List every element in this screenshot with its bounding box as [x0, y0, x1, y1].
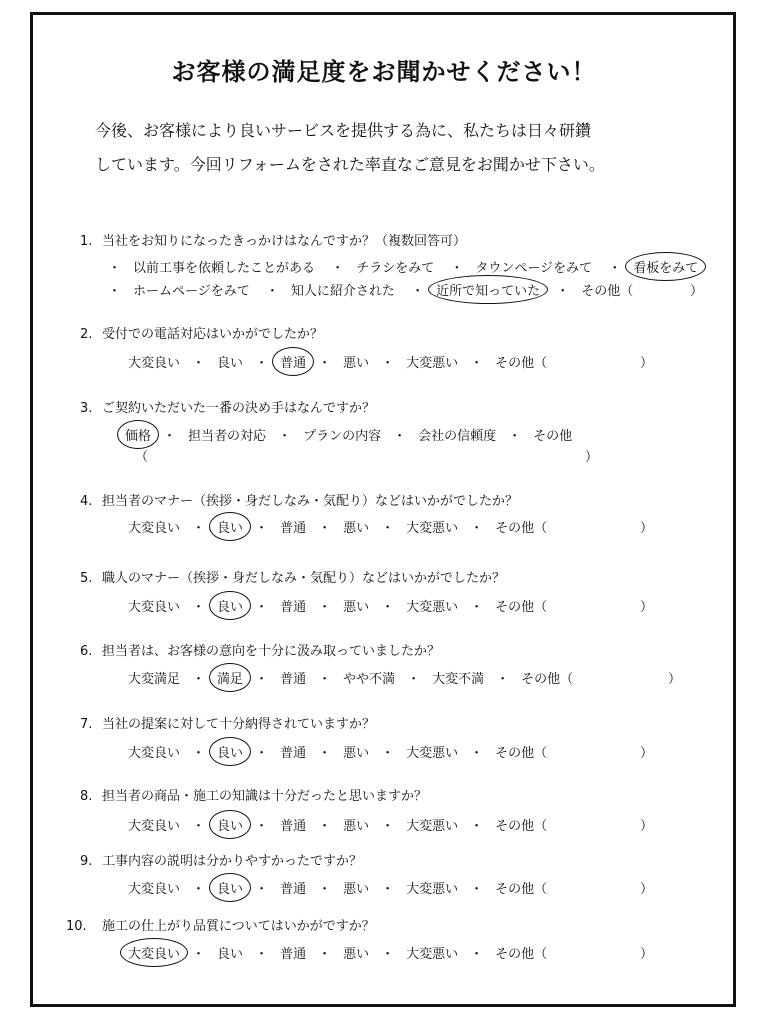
- separator: ・: [318, 672, 332, 687]
- separator: ・: [255, 819, 269, 834]
- option-very-bad[interactable]: 大変悪い: [406, 521, 459, 536]
- option-very-good[interactable]: 大変良い: [128, 600, 181, 615]
- option-very-bad[interactable]: 大変悪い: [406, 356, 459, 371]
- question-9: [80, 850, 362, 869]
- separator: ・: [381, 600, 395, 615]
- question-4-options: [125, 517, 550, 536]
- question-8: [80, 785, 427, 804]
- option-bad[interactable]: 悪い: [343, 356, 370, 371]
- separator: ・: [393, 429, 407, 444]
- separator: ・: [108, 284, 122, 299]
- question-number: 6.: [80, 644, 93, 659]
- separator: ・: [255, 600, 269, 615]
- separator: ・: [318, 356, 332, 371]
- separator: ・: [255, 746, 269, 761]
- question-text: 工事内容の説明は分かりやすかったですか？: [102, 854, 363, 869]
- option-normal[interactable]: 普通: [280, 521, 307, 536]
- option-very-bad[interactable]: 大変悪い: [406, 947, 459, 962]
- separator: ・: [255, 672, 269, 687]
- question-text: 担当者の商品・施工の知識は十分だったと思いますか？: [102, 789, 428, 804]
- option-other[interactable]: その他（: [495, 600, 548, 615]
- question-8-options: [125, 815, 550, 834]
- option-normal[interactable]: 普通: [280, 746, 307, 761]
- option-very-bad[interactable]: 大変悪い: [406, 882, 459, 897]
- separator: ・: [318, 882, 332, 897]
- separator: ・: [381, 356, 395, 371]
- separator: ・: [381, 819, 395, 834]
- separator: ・: [192, 672, 206, 687]
- separator: ・: [470, 746, 484, 761]
- question-7-options: [125, 742, 550, 761]
- paren-close: ）: [640, 819, 654, 834]
- option-other[interactable]: その他（: [521, 672, 574, 687]
- option-good[interactable]: 良い: [217, 947, 244, 962]
- question-text: 担当者は、お客様の意向を十分に汲み取っていましたか？: [102, 644, 441, 659]
- option-bad[interactable]: 悪い: [343, 819, 370, 834]
- option-very-bad[interactable]: 大変悪い: [406, 746, 459, 761]
- separator: ・: [508, 429, 522, 444]
- separator: ・: [318, 600, 332, 615]
- question-2: [80, 323, 323, 342]
- separator: ・: [192, 600, 206, 615]
- option-bad[interactable]: 悪い: [343, 746, 370, 761]
- separator: ・: [192, 746, 206, 761]
- option-other[interactable]: その他（: [495, 882, 548, 897]
- question-number: 2.: [80, 327, 93, 342]
- option-neighborhood-selected[interactable]: 近所で知っていた: [433, 280, 543, 299]
- separator: ・: [411, 284, 425, 299]
- separator: ・: [255, 521, 269, 536]
- paren-close: ）: [690, 284, 704, 299]
- question-3: [80, 397, 375, 416]
- question-number: 9.: [80, 854, 93, 869]
- option-very-good[interactable]: 大変良い: [128, 356, 181, 371]
- separator: ・: [192, 819, 206, 834]
- separator: ・: [255, 882, 269, 897]
- option-referral[interactable]: 知人に紹介された: [290, 284, 395, 299]
- separator: ・: [608, 261, 622, 276]
- option-staff-response[interactable]: 担当者の対応: [188, 429, 267, 444]
- option-company-trust[interactable]: 会社の信頼度: [418, 429, 497, 444]
- page-title: お客様の満足度をお聞かせください！: [171, 58, 597, 86]
- separator: ・: [381, 746, 395, 761]
- question-text: 受付での電話対応はいかがでしたか？: [102, 327, 324, 342]
- question-text: 当社をお知りになったきっかけはなんですか？（複数回答可）: [102, 234, 467, 249]
- paren-close: ）: [640, 947, 654, 962]
- separator: ・: [318, 521, 332, 536]
- question-6-options: [125, 668, 576, 687]
- question-9-options: [125, 878, 550, 897]
- separator: ・: [255, 356, 269, 371]
- option-good-selected[interactable]: 良い: [214, 815, 246, 834]
- option-very-dissatisfied[interactable]: 大変不満: [432, 672, 485, 687]
- question-3-options: [122, 425, 575, 444]
- question-number: 10.: [66, 919, 87, 934]
- question-text: 担当者のマナー（挨拶・身だしなみ・気配り）などはいかがでしたか？: [102, 494, 519, 509]
- question-4: [80, 490, 518, 509]
- question-number: 8.: [80, 789, 93, 804]
- question-number: 3.: [80, 401, 93, 416]
- question-5: [80, 567, 505, 586]
- question-number: 5.: [80, 571, 93, 586]
- option-slightly-dissatisfied[interactable]: やや不満: [343, 672, 396, 687]
- separator: ・: [255, 947, 269, 962]
- option-bad[interactable]: 悪い: [343, 947, 370, 962]
- option-bad[interactable]: 悪い: [343, 521, 370, 536]
- option-very-good[interactable]: 大変良い: [128, 819, 181, 834]
- separator: ・: [192, 521, 206, 536]
- separator: ・: [470, 600, 484, 615]
- paren-close: ）: [640, 521, 654, 536]
- option-very-good[interactable]: 大変良い: [128, 521, 181, 536]
- option-normal-selected[interactable]: 普通: [277, 352, 309, 371]
- option-previous-work[interactable]: 以前工事を依頼したことがある: [133, 261, 316, 276]
- question-1: [80, 230, 466, 249]
- option-very-bad[interactable]: 大変悪い: [406, 819, 459, 834]
- option-very-satisfied[interactable]: 大変満足: [128, 672, 181, 687]
- separator: ・: [470, 947, 484, 962]
- option-very-bad[interactable]: 大変悪い: [406, 600, 459, 615]
- separator: ・: [381, 521, 395, 536]
- option-signboard-selected[interactable]: 看板をみて: [630, 257, 701, 276]
- separator: ・: [108, 261, 122, 276]
- separator: ・: [318, 746, 332, 761]
- paren-close: ）: [640, 356, 654, 371]
- option-price-selected[interactable]: 価格: [122, 425, 154, 444]
- separator: ・: [163, 429, 177, 444]
- option-flyer[interactable]: チラシをみて: [356, 261, 435, 276]
- intro-line-1: 今後、お客様により良いサービスを提供する為に、私たちは日々研鑽: [95, 121, 592, 140]
- option-normal[interactable]: 普通: [280, 600, 307, 615]
- separator: ・: [265, 284, 279, 299]
- paren-close: ）: [640, 600, 654, 615]
- option-good[interactable]: 良い: [217, 356, 244, 371]
- question-text: 職人のマナー（挨拶・身だしなみ・気配り）などはいかがでしたか？: [102, 571, 506, 586]
- option-very-good[interactable]: 大変良い: [128, 882, 181, 897]
- paren-open: （: [135, 450, 149, 465]
- question-text: 当社の提案に対して十分納得されていますか？: [102, 717, 376, 732]
- option-plan-content[interactable]: プランの内容: [303, 429, 382, 444]
- separator: ・: [470, 356, 484, 371]
- paren-close: ）: [668, 672, 682, 687]
- separator: ・: [318, 947, 332, 962]
- separator: ・: [470, 882, 484, 897]
- option-other[interactable]: その他（: [495, 947, 548, 962]
- option-homepage[interactable]: ホームページをみて: [133, 284, 250, 299]
- question-10-options: [125, 943, 550, 962]
- option-other[interactable]: その他（: [495, 356, 548, 371]
- paren-close: ）: [640, 746, 654, 761]
- question-6: [80, 640, 440, 659]
- question-text: ご契約いただいた一番の決め手はなんですか？: [102, 401, 376, 416]
- separator: ・: [192, 882, 206, 897]
- option-other[interactable]: その他: [533, 429, 573, 444]
- option-very-good[interactable]: 大変良い: [128, 746, 181, 761]
- question-10: [66, 915, 375, 934]
- option-good-selected[interactable]: 良い: [214, 596, 246, 615]
- separator: ・: [331, 261, 345, 276]
- question-number: 4.: [80, 494, 93, 509]
- question-1-options-row-1: [108, 257, 701, 276]
- intro-line-2: しています。今回リフォームをされた率直なご意見をお聞かせ下さい。: [95, 155, 605, 174]
- option-good-selected[interactable]: 良い: [214, 517, 246, 536]
- option-normal[interactable]: 普通: [280, 882, 307, 897]
- question-number: 7.: [80, 717, 93, 732]
- separator: ・: [496, 672, 510, 687]
- option-other[interactable]: その他（: [581, 284, 634, 299]
- separator: ・: [556, 284, 570, 299]
- option-good-selected[interactable]: 良い: [214, 878, 246, 897]
- question-text: 施工の仕上がり品質についてはいかがですか？: [102, 919, 375, 934]
- option-normal[interactable]: 普通: [280, 672, 307, 687]
- option-very-good-selected[interactable]: 大変良い: [125, 943, 183, 962]
- option-other[interactable]: その他（: [495, 746, 548, 761]
- question-number: 1.: [80, 234, 93, 249]
- separator: ・: [407, 672, 421, 687]
- option-bad[interactable]: 悪い: [343, 600, 370, 615]
- separator: ・: [381, 947, 395, 962]
- question-7: [80, 713, 375, 732]
- option-other[interactable]: その他（: [495, 819, 548, 834]
- separator: ・: [192, 947, 206, 962]
- option-satisfied-selected[interactable]: 満足: [214, 668, 246, 687]
- question-1-options-row-2: [108, 280, 636, 299]
- option-normal[interactable]: 普通: [280, 819, 307, 834]
- paren-close: ）: [640, 882, 654, 897]
- question-2-options: [125, 352, 550, 371]
- paren-close: ）: [585, 450, 599, 465]
- option-other[interactable]: その他（: [495, 521, 548, 536]
- question-5-options: [125, 596, 550, 615]
- option-townpage[interactable]: タウンページをみて: [475, 261, 593, 276]
- option-bad[interactable]: 悪い: [343, 882, 370, 897]
- option-normal[interactable]: 普通: [280, 947, 307, 962]
- separator: ・: [470, 521, 484, 536]
- separator: ・: [381, 882, 395, 897]
- separator: ・: [470, 819, 484, 834]
- separator: ・: [192, 356, 206, 371]
- separator: ・: [450, 261, 464, 276]
- option-good-selected[interactable]: 良い: [214, 742, 246, 761]
- separator: ・: [318, 819, 332, 834]
- separator: ・: [278, 429, 292, 444]
